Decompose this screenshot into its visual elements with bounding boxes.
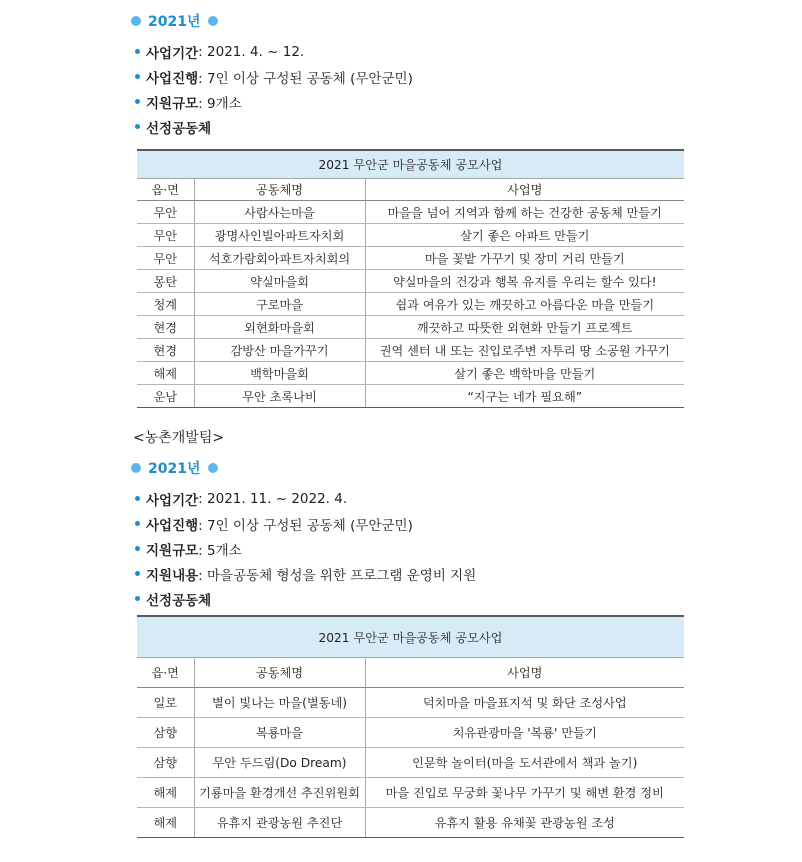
item-key: 지원규모 [146,542,199,559]
cell-project: 살기 좋은 백학마을 만들기 [365,362,684,385]
cell-project: 마을 진입로 무궁화 꽃나무 가꾸기 및 해변 환경 정비 [365,778,684,808]
table-title: 2021 무안군 마을공동체 공모사업 [137,150,684,179]
table-row [137,224,684,247]
table-row [137,385,684,408]
table-header-row [137,658,684,688]
table-row [137,778,684,808]
table-header-row [137,179,684,201]
item-key: 사업진행 [146,70,199,87]
table-row [137,718,684,748]
cell-town: 해제 [137,808,194,838]
cell-project: 쉼과 여유가 있는 깨끗하고 아름다운 마을 만들기 [365,293,684,316]
cell-community: 별이 빛나는 마을(별동네) [194,688,365,718]
community-table-1 [137,149,684,408]
year-text: 2021년 [148,461,201,477]
list-item [135,114,413,139]
bullet-icon [135,521,140,526]
item-key: 선정공동체 [146,592,212,609]
cell-community: 구로마을 [194,293,365,316]
list-item [135,89,413,114]
list-item [135,511,476,536]
info-list-1 [135,39,413,139]
cell-community: 무안 두드림(Do Dream) [194,748,365,778]
table-row [137,362,684,385]
bullet-icon [135,596,140,601]
list-item [135,586,476,611]
list-item [135,39,413,64]
bullet-icon [135,496,140,501]
cell-town: 무안 [137,247,194,270]
header-community: 공동체명 [194,179,365,201]
circle-icon [131,463,141,473]
list-item [135,536,476,561]
header-project: 사업명 [365,658,684,688]
item-key: 선정공동체 [146,120,212,137]
header-project: 사업명 [365,179,684,201]
table-row [137,748,684,778]
circle-icon [208,463,218,473]
cell-community: 복룡마을 [194,718,365,748]
item-key: 사업진행 [146,517,199,534]
table-row [137,688,684,718]
item-key: 지원내용 [146,567,199,584]
table-body [137,688,684,838]
item-value: : 9개소 [198,95,242,112]
circle-icon [131,16,141,26]
item-value: : 2021. 11. ~ 2022. 4. [198,490,348,507]
cell-project: “지구는 네가 필요해” [365,385,684,408]
cell-town: 청계 [137,293,194,316]
section-heading: <농촌개발팀> [133,430,225,446]
cell-town: 해제 [137,778,194,808]
item-value: : 7인 이상 구성된 공동체 (무안군민) [198,70,413,87]
item-value: : 2021. 4. ~ 12. [198,43,305,60]
table-row [137,339,684,362]
table-row [137,201,684,224]
list-item [135,64,413,89]
cell-town: 운남 [137,385,194,408]
table-row [137,247,684,270]
info-list-2 [135,486,476,611]
cell-town: 삼향 [137,748,194,778]
list-item [135,486,476,511]
cell-town: 일로 [137,688,194,718]
cell-community: 감방산 마을가꾸기 [194,339,365,362]
table-body [137,201,684,408]
item-key: 사업기간 [146,492,199,509]
cell-community: 무안 초록나비 [194,385,365,408]
cell-town: 무안 [137,201,194,224]
cell-project: 깨끗하고 따뜻한 외현화 만들기 프로젝트 [365,316,684,339]
item-key: 사업기간 [146,45,199,62]
bullet-icon [135,546,140,551]
cell-town: 몽탄 [137,270,194,293]
cell-community: 석호가람회아파트자치회의 [194,247,365,270]
cell-community: 약실마을회 [194,270,365,293]
community-table-2 [137,615,684,838]
header-town: 읍·면 [137,179,194,201]
cell-town: 삼향 [137,718,194,748]
cell-town: 무안 [137,224,194,247]
item-value: : 마을공동체 형성을 위한 프로그램 운영비 지원 [198,567,477,584]
cell-project: 덕치마을 마을표지석 및 화단 조성사업 [365,688,684,718]
bullet-icon [135,99,140,104]
header-town: 읍·면 [137,658,194,688]
year-text: 2021년 [148,14,201,30]
bullet-icon [135,74,140,79]
cell-town: 해제 [137,362,194,385]
cell-project: 인문학 놀이터(마을 도서관에서 책과 놀기) [365,748,684,778]
item-key: 지원규모 [146,95,199,112]
header-community: 공동체명 [194,658,365,688]
table-title: 2021 무안군 마을공동체 공모사업 [137,616,684,658]
cell-project: 약실마을의 건강과 행복 유지를 우리는 할수 있다! [365,270,684,293]
cell-project: 마을을 넘어 지역과 함께 하는 건강한 공동체 만들기 [365,201,684,224]
cell-community: 기룡마을 환경개선 추진위원회 [194,778,365,808]
bullet-icon [135,571,140,576]
cell-community: 사람사는마을 [194,201,365,224]
table-row [137,293,684,316]
bullet-icon [135,124,140,129]
table-row [137,270,684,293]
year-label-2 [131,457,218,479]
cell-project: 권역 센터 내 또는 진입로주변 자투리 땅 소공원 가꾸기 [365,339,684,362]
year-label-1 [131,10,218,32]
bullet-icon [135,49,140,54]
table-row [137,316,684,339]
item-value: : 7인 이상 구성된 공동체 (무안군민) [198,517,413,534]
item-value: : 5개소 [198,542,242,559]
cell-project: 치유관광마을 '복룡' 만들기 [365,718,684,748]
cell-town: 현경 [137,316,194,339]
cell-community: 외현화마을회 [194,316,365,339]
cell-project: 마을 꽃밭 가꾸기 및 장미 거리 만들기 [365,247,684,270]
cell-community: 유휴지 관광농원 추진단 [194,808,365,838]
table-row [137,808,684,838]
cell-project: 살기 좋은 아파트 만들기 [365,224,684,247]
cell-town: 현경 [137,339,194,362]
cell-community: 백학마을회 [194,362,365,385]
circle-icon [208,16,218,26]
cell-project: 유휴지 활용 유채꽃 관광농원 조성 [365,808,684,838]
list-item [135,561,476,586]
cell-community: 광명사인빌아파트자치회 [194,224,365,247]
